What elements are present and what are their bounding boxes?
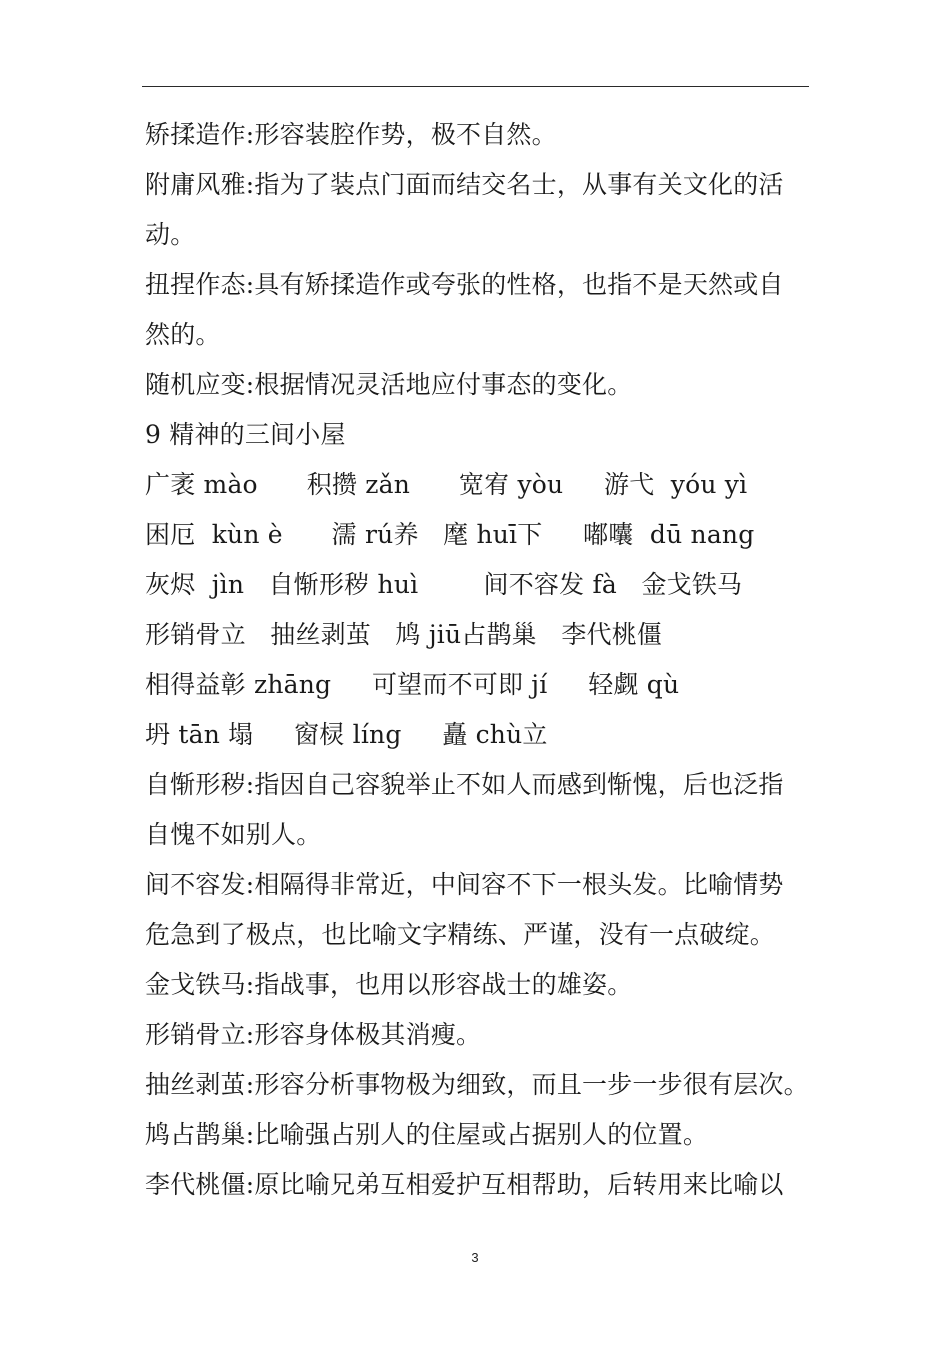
page-number: 3 [471, 1250, 479, 1265]
text-line: 形销骨立:形容身体极其消瘦。 [145, 1020, 482, 1049]
text-line: 附庸风雅:指为了装点门面而结交名士，从事有关文化的活 [145, 170, 784, 199]
text-line: 自惭形秽:指因自己容貌举止不如人而感到惭愧，后也泛指 [145, 770, 784, 799]
vocab-line: 形销骨立 抽丝剥茧 鸠 jiū占鹊巢 李代桃僵 [145, 620, 663, 649]
document-body [145, 110, 817, 1210]
text-line: 矫揉造作:形容装腔作势，极不自然。 [145, 120, 557, 149]
text-line: 扭捏作态:具有矫揉造作或夸张的性格，也指不是天然或自 [145, 270, 784, 299]
header-rule [142, 86, 809, 87]
vocab-line: 坍 tān 塌 窗棂 líng 矗 chù立 [145, 720, 548, 749]
text-line: 动。 [145, 220, 196, 249]
text-line: 李代桃僵:原比喻兄弟互相爱护互相帮助，后转用来比喻以 [145, 1170, 784, 1199]
text-line: 金戈铁马:指战事，也用以形容战士的雄姿。 [145, 970, 633, 999]
text-line: 抽丝剥茧:形容分析事物极为细致，而且一步一步很有层次。 [145, 1070, 809, 1099]
text-line: 自愧不如别人。 [145, 820, 322, 849]
section-heading: 9 精神的三间小屋 [145, 420, 346, 449]
vocab-line: 相得益彰 zhāng 可望而不可即 jí 轻觑 qù [145, 670, 680, 699]
text-line: 随机应变:根据情况灵活地应付事态的变化。 [145, 370, 633, 399]
vocab-line: 困厄 kùn è 濡 rú养 麾 huī下 嘟囔 dū nang [145, 520, 755, 549]
text-line: 然的。 [145, 320, 221, 349]
text-line: 间不容发:相隔得非常近，中间容不下一根头发。比喻情势 [145, 870, 784, 899]
vocab-line: 灰烬 jìn 自惭形秽 huì 间不容发 fà 金戈铁马 [145, 570, 743, 599]
text-line: 危急到了极点，也比喻文字精练、严谨，没有一点破绽。 [145, 920, 776, 949]
vocab-line: 广袤 mào 积攒 zǎn 宽宥 yòu 游弋 yóu yì [145, 470, 748, 499]
text-line: 鸠占鹊巢:比喻强占别人的住屋或占据别人的位置。 [145, 1120, 709, 1149]
